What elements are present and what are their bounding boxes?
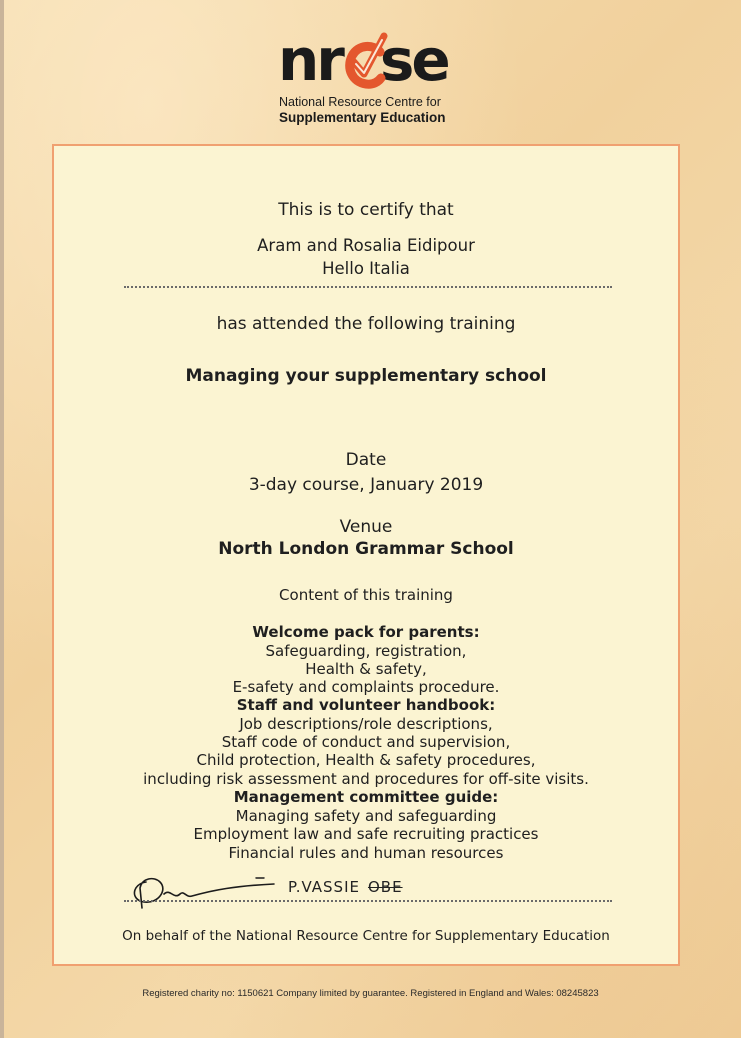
certificate-panel bbox=[52, 144, 680, 966]
scan-edge bbox=[0, 0, 4, 1038]
venue-value: North London Grammar School bbox=[218, 539, 514, 559]
recipient-name: Aram and Rosalia Eidipour bbox=[257, 236, 475, 255]
logo-tagline-line2: Supplementary Education bbox=[279, 110, 446, 125]
section-item: Managing safety and safeguarding bbox=[235, 807, 497, 825]
registration-footer: Registered charity no: 1150621 Company limited by guarantee. Registered in England and Wales: 08245823 bbox=[142, 988, 599, 999]
section-item: Health & safety, bbox=[305, 660, 427, 678]
attended-text: has attended the following training bbox=[216, 314, 516, 334]
content-heading: Content of this training bbox=[279, 586, 453, 604]
section-item: Staff code of conduct and supervision, bbox=[221, 733, 511, 751]
section-item: E-safety and complaints procedure. bbox=[232, 678, 500, 696]
recipient-organisation: Hello Italia bbox=[322, 259, 410, 278]
section-item: Employment law and safe recruiting practices bbox=[193, 825, 539, 843]
logo-wordmark: nr se bbox=[278, 26, 448, 94]
course-title: Managing your supplementary school bbox=[185, 366, 547, 386]
date-value: 3-day course, January 2019 bbox=[248, 475, 484, 495]
section-title: Welcome pack for parents: bbox=[252, 623, 480, 641]
name-dotted-line bbox=[124, 286, 612, 288]
nrcse-logo bbox=[278, 26, 478, 130]
section-item: Job descriptions/role descriptions, bbox=[239, 715, 493, 733]
handwritten-signature bbox=[124, 870, 294, 910]
section-item: Safeguarding, registration, bbox=[265, 642, 467, 660]
section-item: Child protection, Health & safety procedures, bbox=[196, 751, 536, 769]
section-item: including risk assessment and procedures for off-site visits. bbox=[143, 770, 589, 788]
venue-label: Venue bbox=[339, 517, 393, 537]
section-title: Management committee guide: bbox=[233, 788, 499, 806]
logo-c-checkmark-icon bbox=[340, 32, 388, 90]
section-item: Financial rules and human resources bbox=[228, 844, 504, 862]
logo-tagline-line1: National Resource Centre for bbox=[279, 95, 441, 109]
section-title: Staff and volunteer handbook: bbox=[236, 696, 496, 714]
certify-intro: This is to certify that bbox=[278, 200, 454, 220]
date-label: Date bbox=[345, 450, 387, 470]
on-behalf-line: On behalf of the National Resource Centre for Supplementary Education bbox=[122, 928, 610, 944]
signatory-name: P.VASSIE OBE bbox=[288, 878, 403, 896]
signature-dotted-line bbox=[124, 900, 612, 902]
